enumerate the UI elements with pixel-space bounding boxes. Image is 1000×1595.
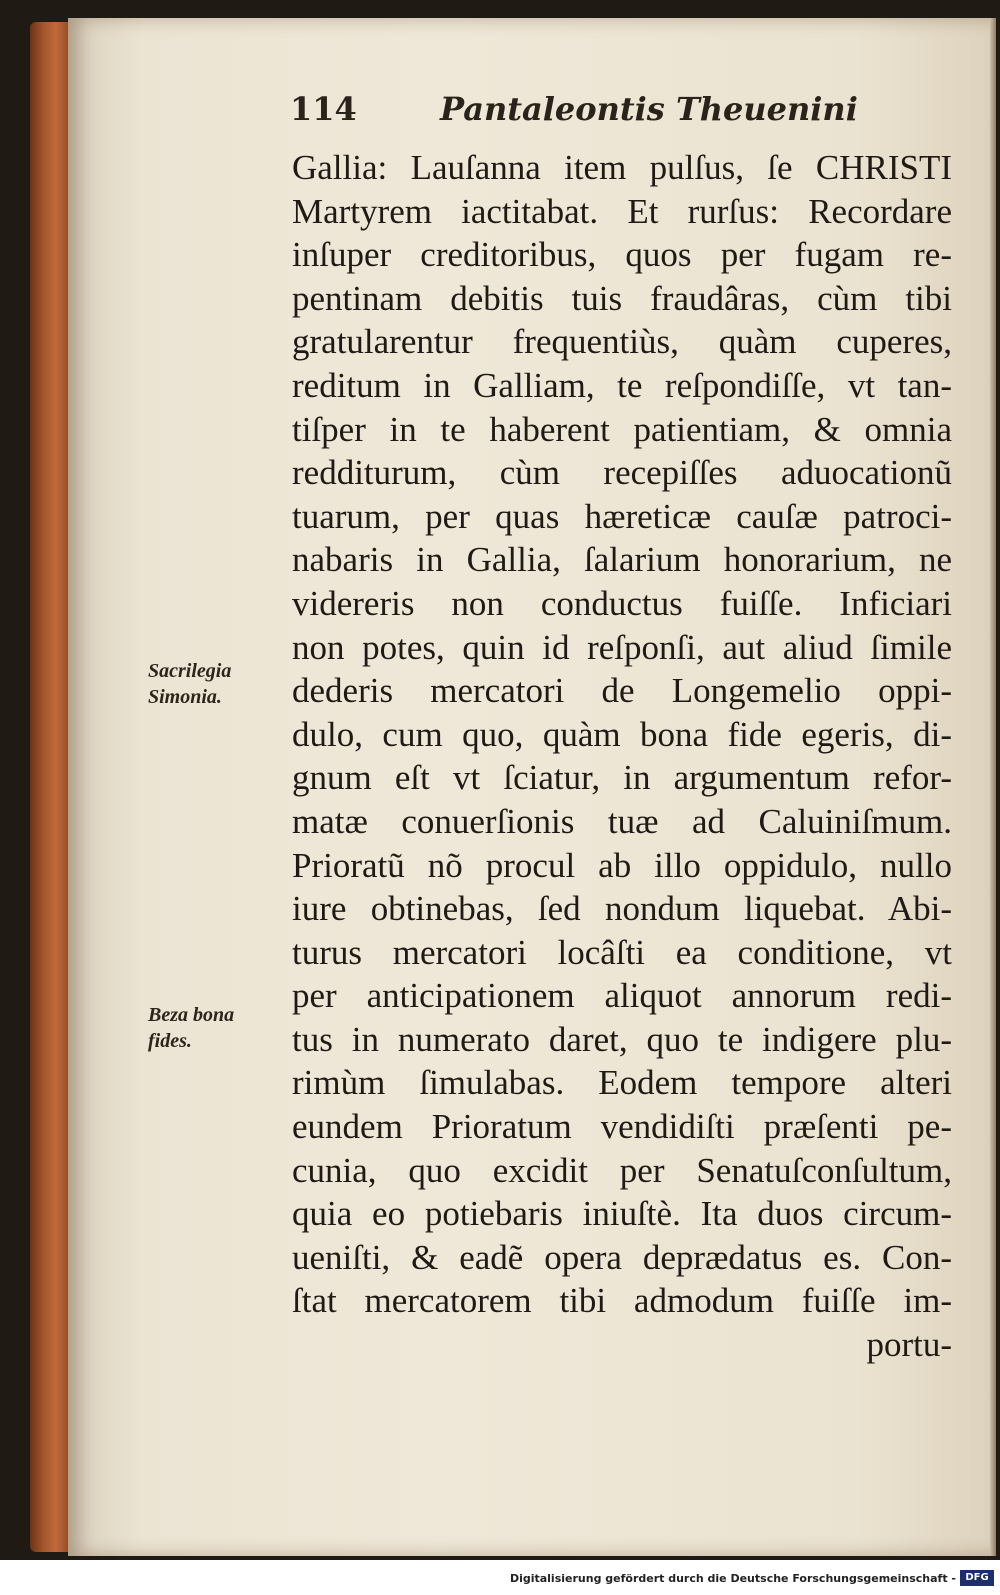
- page-header: [290, 90, 910, 134]
- running-head: Pantaleontis Theuenini: [440, 90, 858, 128]
- text-line: gratularentur frequentiùs, quàm cuperes,: [292, 322, 952, 362]
- text-line: videreris non conductus fuiſſe. Inficiari: [292, 583, 952, 623]
- text-line: iure obtinebas, ſed nondum liquebat. Abi-: [292, 889, 952, 929]
- digitization-footer: [0, 1560, 1000, 1595]
- text-line: matæ conuerſionis tuæ ad Caluiniſmum.: [292, 801, 952, 841]
- margin-note-line: Sacrilegia: [148, 660, 232, 682]
- text-line: inſuper creditoribus, quos per fugam re-: [292, 235, 952, 275]
- margin-note-line: fides.: [148, 1030, 192, 1052]
- page-edge: [990, 18, 996, 1556]
- margin-note: [148, 1002, 283, 1054]
- text-line: gnum eſt vt ſciatur, in argumentum refor-: [292, 758, 952, 798]
- dfg-logo: DFG: [960, 1570, 994, 1586]
- text-line: per anticipationem aliquot annorum redi-: [292, 976, 952, 1016]
- page-number: 114: [290, 90, 357, 128]
- text-line: rimùm ſimulabas. Eodem tempore alteri: [292, 1063, 952, 1103]
- text-line: ueniſti, & eadẽ opera deprædatus es. Con-: [292, 1237, 952, 1277]
- text-line: nabaris in Gallia, ſalarium honorarium, ne: [292, 540, 952, 580]
- text-line: non potes, quin id reſponſi, aut aliud ſimile: [292, 627, 952, 667]
- text-line: turus mercatori locâſti ea conditione, vt: [292, 932, 952, 972]
- text-line: cunia, quo excidit per Senatuſconſultum,: [292, 1150, 952, 1190]
- margin-note-line: Simonia.: [148, 686, 222, 708]
- text-line: tuarum, per quas hæreticæ cauſæ patroci-: [292, 496, 952, 536]
- text-line: Prioratũ nõ procul ab illo oppidulo, nullo: [292, 845, 952, 885]
- text-line: dederis mercatori de Longemelio oppi-: [292, 671, 952, 711]
- text-line: tus in numerato daret, quo te indigere plu-: [292, 1019, 952, 1059]
- text-line: Martyrem iactitabat. Et rurſus: Recordare: [292, 191, 952, 231]
- catchword: portu-: [866, 1325, 952, 1365]
- text-line: pentinam debitis tuis fraudâras, cùm tibi: [292, 278, 952, 318]
- text-line: tiſper in te haberent patientiam, & omnia: [292, 409, 952, 449]
- body-text: [292, 146, 952, 1367]
- text-line: eundem Prioratum vendidiſti præſenti pe-: [292, 1107, 952, 1147]
- text-line: reditum in Galliam, te reſpondiſſe, vt tan-: [292, 365, 952, 405]
- margin-note-line: Beza bona: [148, 1004, 235, 1026]
- text-line: Gallia: Lauſanna item pulſus, ſe CHRISTI: [292, 148, 952, 187]
- funding-credit: Digitalisierung gefördert durch die Deutsche Forschungsgemeinschaft -: [509, 1572, 956, 1585]
- book-page: [68, 18, 996, 1556]
- margin-note: [148, 658, 283, 710]
- text-line: redditurum, cùm recepiſſes aduocationũ: [292, 453, 952, 493]
- text-line: dulo, cum quo, quàm bona fide egeris, di-: [292, 714, 952, 754]
- text-line: ſtat mercatorem tibi admodum fuiſſe im-: [292, 1281, 952, 1321]
- text-line: quia eo potiebaris iniuſtè. Ita duos circum-: [292, 1194, 952, 1234]
